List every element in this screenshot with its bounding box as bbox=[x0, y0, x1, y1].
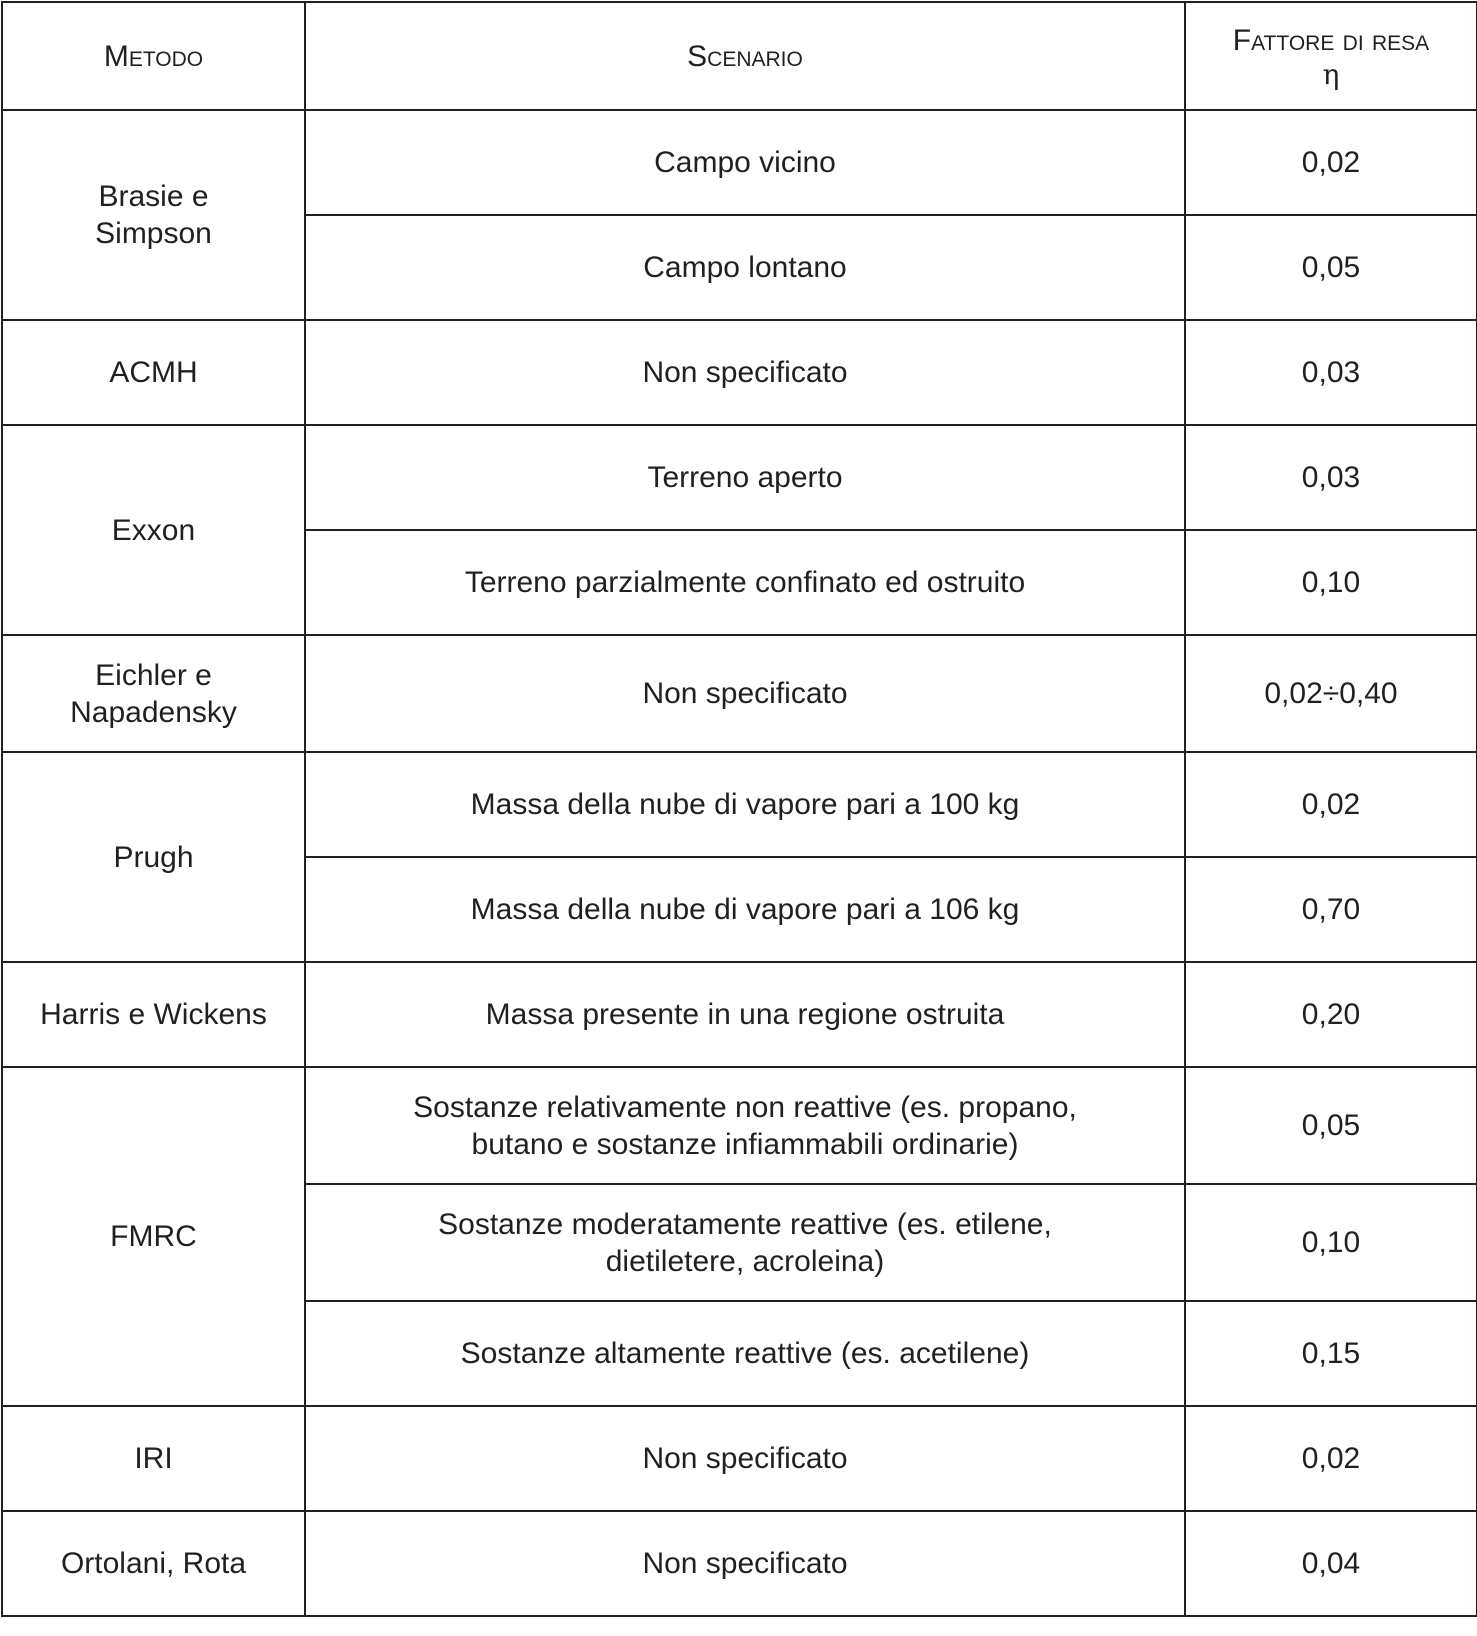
factor-cell: 0,10 bbox=[1185, 1184, 1477, 1301]
table-row bbox=[2, 425, 1477, 530]
scenario-cell: Massa presente in una regione ostruita bbox=[305, 962, 1185, 1067]
method-cell: Eichler e Napadensky bbox=[2, 635, 305, 752]
yield-factor-table bbox=[1, 1, 1477, 1617]
factor-cell: 0,02 bbox=[1185, 1406, 1477, 1511]
header-factor bbox=[1185, 2, 1477, 110]
table-row bbox=[2, 320, 1477, 425]
method-cell: Brasie e Simpson bbox=[2, 110, 305, 320]
scenario-cell: Campo lontano bbox=[305, 215, 1185, 320]
table-row bbox=[2, 1067, 1477, 1184]
method-cell: FMRC bbox=[2, 1067, 305, 1406]
scenario-cell: Non specificato bbox=[305, 635, 1185, 752]
method-cell: IRI bbox=[2, 1406, 305, 1511]
factor-cell: 0,15 bbox=[1185, 1301, 1477, 1406]
scenario-cell: Non specificato bbox=[305, 1511, 1185, 1616]
header-scenario: Scenario bbox=[305, 2, 1185, 110]
scenario-cell: Campo vicino bbox=[305, 110, 1185, 215]
method-cell: Ortolani, Rota bbox=[2, 1511, 305, 1616]
scenario-cell: Terreno aperto bbox=[305, 425, 1185, 530]
method-cell: Prugh bbox=[2, 752, 305, 962]
factor-cell: 0,04 bbox=[1185, 1511, 1477, 1616]
method-cell: Exxon bbox=[2, 425, 305, 635]
scenario-cell: Sostanze relativamente non reattive (es. propano, butano e sostanze infiammabili ordinarie) bbox=[305, 1067, 1185, 1184]
scenario-cell: Sostanze altamente reattive (es. acetilene) bbox=[305, 1301, 1185, 1406]
scenario-cell: Massa della nube di vapore pari a 106 kg bbox=[305, 857, 1185, 962]
factor-cell: 0,05 bbox=[1185, 215, 1477, 320]
table-row bbox=[2, 635, 1477, 752]
factor-cell: 0,10 bbox=[1185, 530, 1477, 635]
factor-cell: 0,05 bbox=[1185, 1067, 1477, 1184]
scenario-cell: Terreno parzialmente confinato ed ostruito bbox=[305, 530, 1185, 635]
factor-cell: 0,03 bbox=[1185, 425, 1477, 530]
header-factor-label: Fattore di resa bbox=[1232, 23, 1430, 57]
header-factor-symbol: η bbox=[1322, 57, 1340, 91]
factor-cell: 0,02÷0,40 bbox=[1185, 635, 1477, 752]
scenario-cell: Non specificato bbox=[305, 1406, 1185, 1511]
factor-cell: 0,70 bbox=[1185, 857, 1477, 962]
header-method: Metodo bbox=[2, 2, 305, 110]
scenario-cell: Non specificato bbox=[305, 320, 1185, 425]
factor-cell: 0,20 bbox=[1185, 962, 1477, 1067]
table-row bbox=[2, 962, 1477, 1067]
scenario-cell: Massa della nube di vapore pari a 100 kg bbox=[305, 752, 1185, 857]
table-row bbox=[2, 1511, 1477, 1616]
factor-cell: 0,02 bbox=[1185, 110, 1477, 215]
table-row bbox=[2, 110, 1477, 215]
header-row bbox=[2, 2, 1477, 110]
table-row bbox=[2, 1406, 1477, 1511]
table-row bbox=[2, 752, 1477, 857]
method-cell: Harris e Wickens bbox=[2, 962, 305, 1067]
method-cell: ACMH bbox=[2, 320, 305, 425]
factor-cell: 0,03 bbox=[1185, 320, 1477, 425]
scenario-cell: Sostanze moderatamente reattive (es. etilene, dietiletere, acroleina) bbox=[305, 1184, 1185, 1301]
factor-cell: 0,02 bbox=[1185, 752, 1477, 857]
